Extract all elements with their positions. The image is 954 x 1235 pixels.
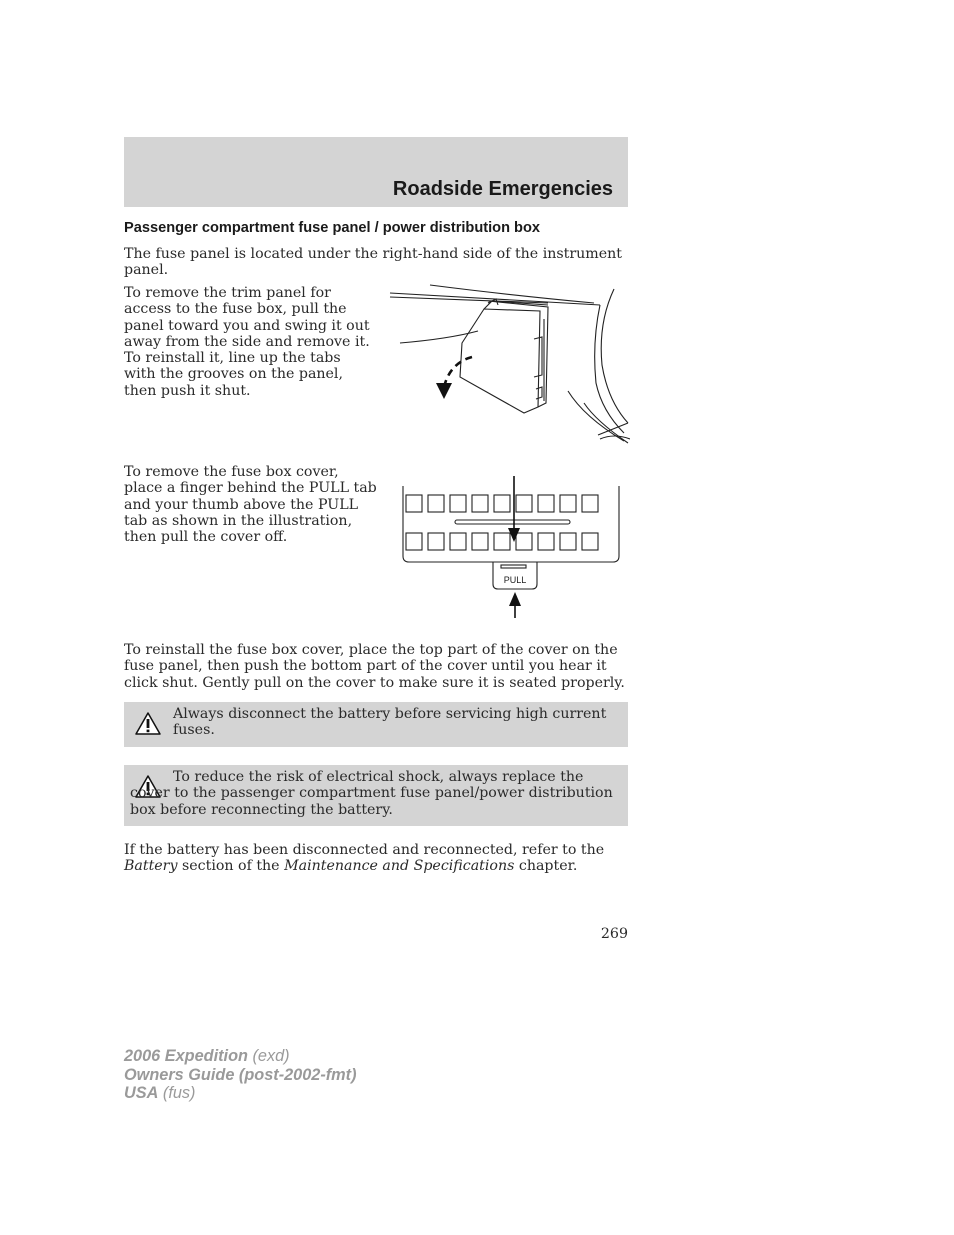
paragraph-trim-panel: To remove the trim panel for access to the fuse box, pull the panel toward you and swing it out away from the side and remove it. To reinstall it, line up the tabs with the grooves on the panel, then push it shut. [124,285,370,399]
warning-box-shock [124,765,628,826]
reference-text-end: chapter. [514,858,578,875]
document-footer [124,1047,357,1103]
paragraph-fuse-cover-reinstall: To reinstall the fuse box cover, place the top part of the cover on the fuse panel, then push the bottom part of the cover until you hear it click shut. Gently pull on the cover to make sure it is seated properly. [124,642,625,691]
page-number: 269 [600,926,628,942]
footer-market-code: (fus) [158,1084,196,1102]
pull-tab-label: PULL [503,575,527,585]
warning-text-shock: To reduce the risk of electrical shock, always replace the cover to the passenger compartment fuse panel/power distribution box before reconnecting the battery. [130,769,613,818]
footer-market: USA [124,1084,159,1102]
page-title: Roadside Emergencies [392,178,613,200]
warning-text-battery: Always disconnect the battery before servicing high current fuses. [173,706,607,739]
paragraph-fuse-location: The fuse panel is located under the right-hand side of the instrument panel. [124,246,622,279]
reference-text-start: If the battery has been disconnected and reconnected, refer to the [124,842,605,858]
footer-guide: Owners Guide (post-2002-fmt) [124,1065,357,1084]
header-band [124,137,628,207]
paragraph-battery-reference [124,842,628,875]
warning-box-battery [124,702,628,747]
paragraph-fuse-cover-removal: To remove the fuse box cover, place a finger behind the PULL tab and your thumb above the PULL tab as shown in the illustration, then pull the cover off. [124,464,377,546]
battery-section-reference: Battery [124,858,178,875]
footer-model-code: (exd) [247,1047,290,1065]
reference-text-mid: section of the [177,858,285,875]
trim-panel-illustration [388,283,630,453]
footer-model: 2006 Expedition [124,1047,248,1065]
section-heading: Passenger compartment fuse panel / power distribution box [124,220,541,236]
fuse-box-cover-illustration [398,472,624,620]
warning-triangle-icon [134,711,162,736]
chapter-reference: Maintenance and Specifications [284,858,515,875]
